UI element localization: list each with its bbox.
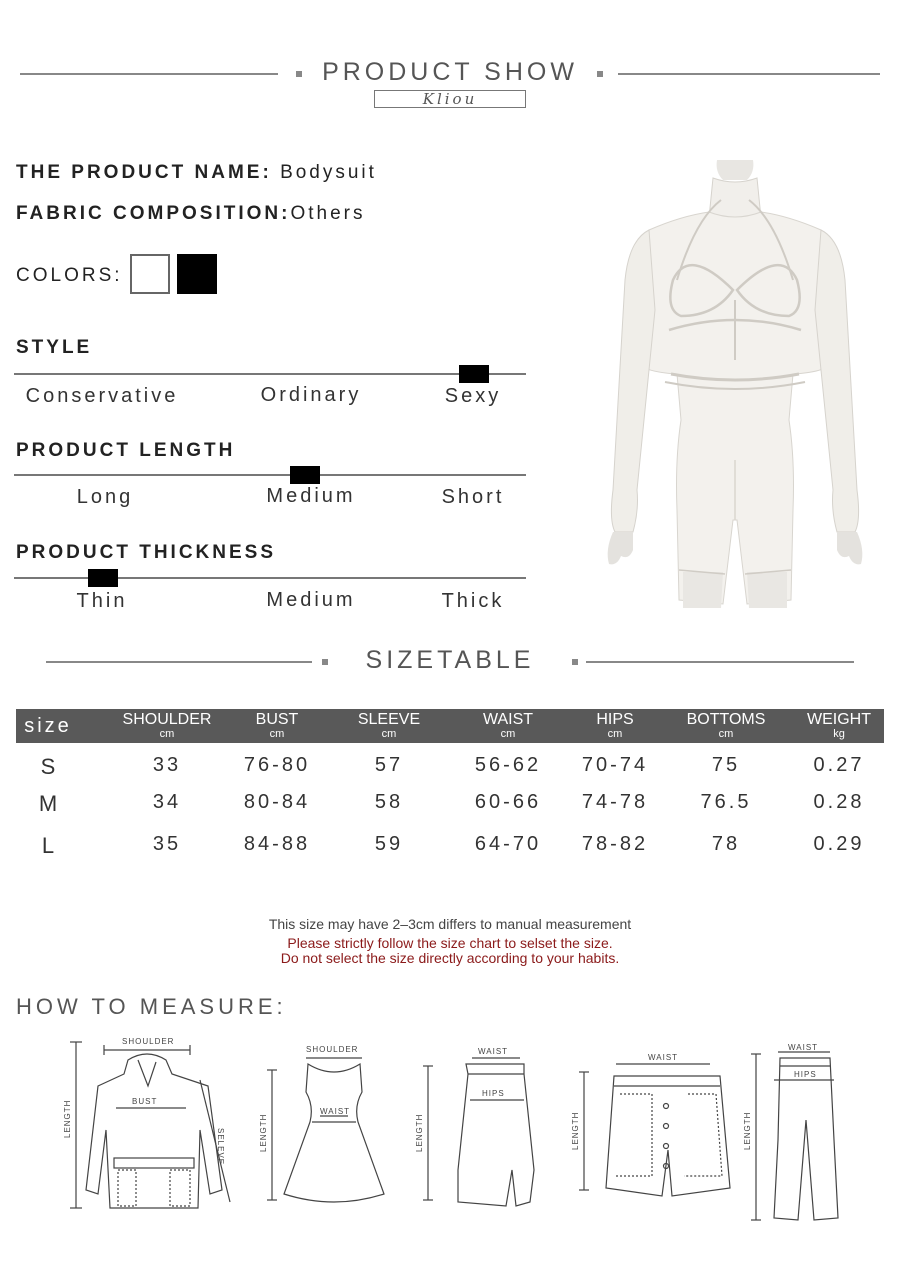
label-length-jacket: LENGTH <box>63 1099 72 1138</box>
table-cell: 34 <box>152 791 182 813</box>
mannequin-head <box>717 160 754 180</box>
label-length-pants: LENGTH <box>743 1111 752 1150</box>
label-length-shorts: LENGTH <box>571 1111 580 1150</box>
fabric-row <box>16 203 365 225</box>
thickness-option-thick: Thick <box>441 590 505 612</box>
colors-label: COLORS: <box>16 265 123 286</box>
note-measurement: This size may have 2–3cm differs to manual measurement <box>268 916 632 932</box>
label-length-skirt: LENGTH <box>415 1113 424 1152</box>
table-cell: 76.5 <box>700 791 752 813</box>
label-bust-jacket: BUST <box>132 1097 158 1106</box>
table-cell: 74-78 <box>581 791 649 813</box>
label-waist-skirt: WAIST <box>478 1047 509 1056</box>
product-name-row <box>16 162 377 184</box>
label-shoulder-jacket: SHOULDER <box>122 1037 175 1046</box>
product-photo <box>585 160 885 608</box>
table-cell: 84-88 <box>243 833 311 855</box>
measure-diagrams <box>40 1030 870 1230</box>
table-cell: 58 <box>374 791 404 813</box>
color-swatch-white[interactable] <box>130 254 170 294</box>
table-cell: 35 <box>152 833 182 855</box>
fabric-label: FABRIC COMPOSITION: <box>16 203 291 224</box>
table-cell: 0.28 <box>813 791 865 813</box>
label-shoulder-dress: SHOULDER <box>306 1045 359 1054</box>
how-to-measure-title: HOW TO MEASURE: <box>16 994 287 1019</box>
sizetable-title: SIZETABLE <box>365 646 535 674</box>
label-hips-pants: HIPS <box>794 1070 817 1079</box>
table-cell: 70-74 <box>581 754 649 776</box>
table-cell: 76-80 <box>243 754 311 776</box>
th-sleeve: SLEEVE cm <box>357 711 421 740</box>
style-option-sexy: Sexy <box>444 385 502 407</box>
table-cell: 0.29 <box>813 833 865 855</box>
length-scale-track <box>14 474 526 476</box>
row-size-label: M <box>38 791 58 816</box>
product-name-value: Bodysuit <box>280 162 377 183</box>
page-title: PRODUCT SHOW <box>322 58 578 86</box>
th-hips: HIPS cm <box>596 711 634 740</box>
table-cell: 33 <box>152 754 182 776</box>
length-option-medium: Medium <box>266 485 356 507</box>
length-option-long: Long <box>76 486 134 508</box>
row-size-label: L <box>41 833 55 858</box>
th-bust: BUST cm <box>255 711 299 740</box>
fabric-value: Others <box>290 203 366 224</box>
shorts-diagram <box>579 1064 730 1196</box>
th-bottoms: BOTTOMS cm <box>686 711 766 740</box>
thickness-scale-marker <box>88 569 118 587</box>
style-scale-track <box>14 373 526 375</box>
table-cell: 59 <box>374 833 404 855</box>
label-selSeve-jacket: SELEVE <box>216 1128 225 1166</box>
style-option-ordinary: Ordinary <box>260 384 362 406</box>
length-scale-marker <box>290 466 320 484</box>
th-shoulder: SHOULDER cm <box>122 711 212 740</box>
dress-diagram <box>267 1058 384 1202</box>
th-waist: WAIST cm <box>482 711 534 740</box>
row-size-label: S <box>40 754 56 779</box>
note-habits: Do not select the size directly according to your habits. <box>280 950 620 966</box>
sizetable-rule-right <box>586 661 854 663</box>
thickness-option-thin: Thin <box>76 590 128 612</box>
style-option-conservative: Conservative <box>25 385 179 407</box>
product-name-label: THE PRODUCT NAME: <box>16 162 272 183</box>
style-scale-marker <box>459 365 489 383</box>
table-cell: 57 <box>374 754 404 776</box>
table-cell: 75 <box>711 754 741 776</box>
label-waist-dress: WAIST <box>320 1107 351 1116</box>
header-bullet-right <box>597 71 603 77</box>
table-cell: 78-82 <box>581 833 649 855</box>
table-cell: 78 <box>711 833 741 855</box>
length-title: PRODUCT LENGTH <box>16 440 236 461</box>
note-follow-chart: Please strictly follow the size chart to selset the size. <box>287 935 613 951</box>
color-swatch-black[interactable] <box>177 254 217 294</box>
brand-logo: Kliou <box>374 90 526 108</box>
table-cell: 64-70 <box>474 833 542 855</box>
label-hips-skirt: HIPS <box>482 1089 505 1098</box>
style-title: STYLE <box>16 337 93 358</box>
sizetable-bullet-right <box>572 659 578 665</box>
label-waist-shorts: WAIST <box>648 1053 679 1062</box>
th-weight: WEIGHT kg <box>807 711 871 740</box>
table-cell: 56-62 <box>474 754 542 776</box>
th-size: size <box>24 715 72 737</box>
thickness-title: PRODUCT THICKNESS <box>16 542 277 563</box>
skirt-diagram <box>423 1058 534 1206</box>
label-waist-pants: WAIST <box>788 1043 819 1052</box>
header-rule-right <box>618 73 880 75</box>
label-length-dress: LENGTH <box>259 1113 268 1152</box>
length-option-short: Short <box>441 486 505 508</box>
thickness-option-medium: Medium <box>266 589 356 611</box>
table-cell: 80-84 <box>243 791 311 813</box>
jacket-diagram <box>70 1042 230 1208</box>
table-cell: 0.27 <box>813 754 865 776</box>
table-cell: 60-66 <box>474 791 542 813</box>
